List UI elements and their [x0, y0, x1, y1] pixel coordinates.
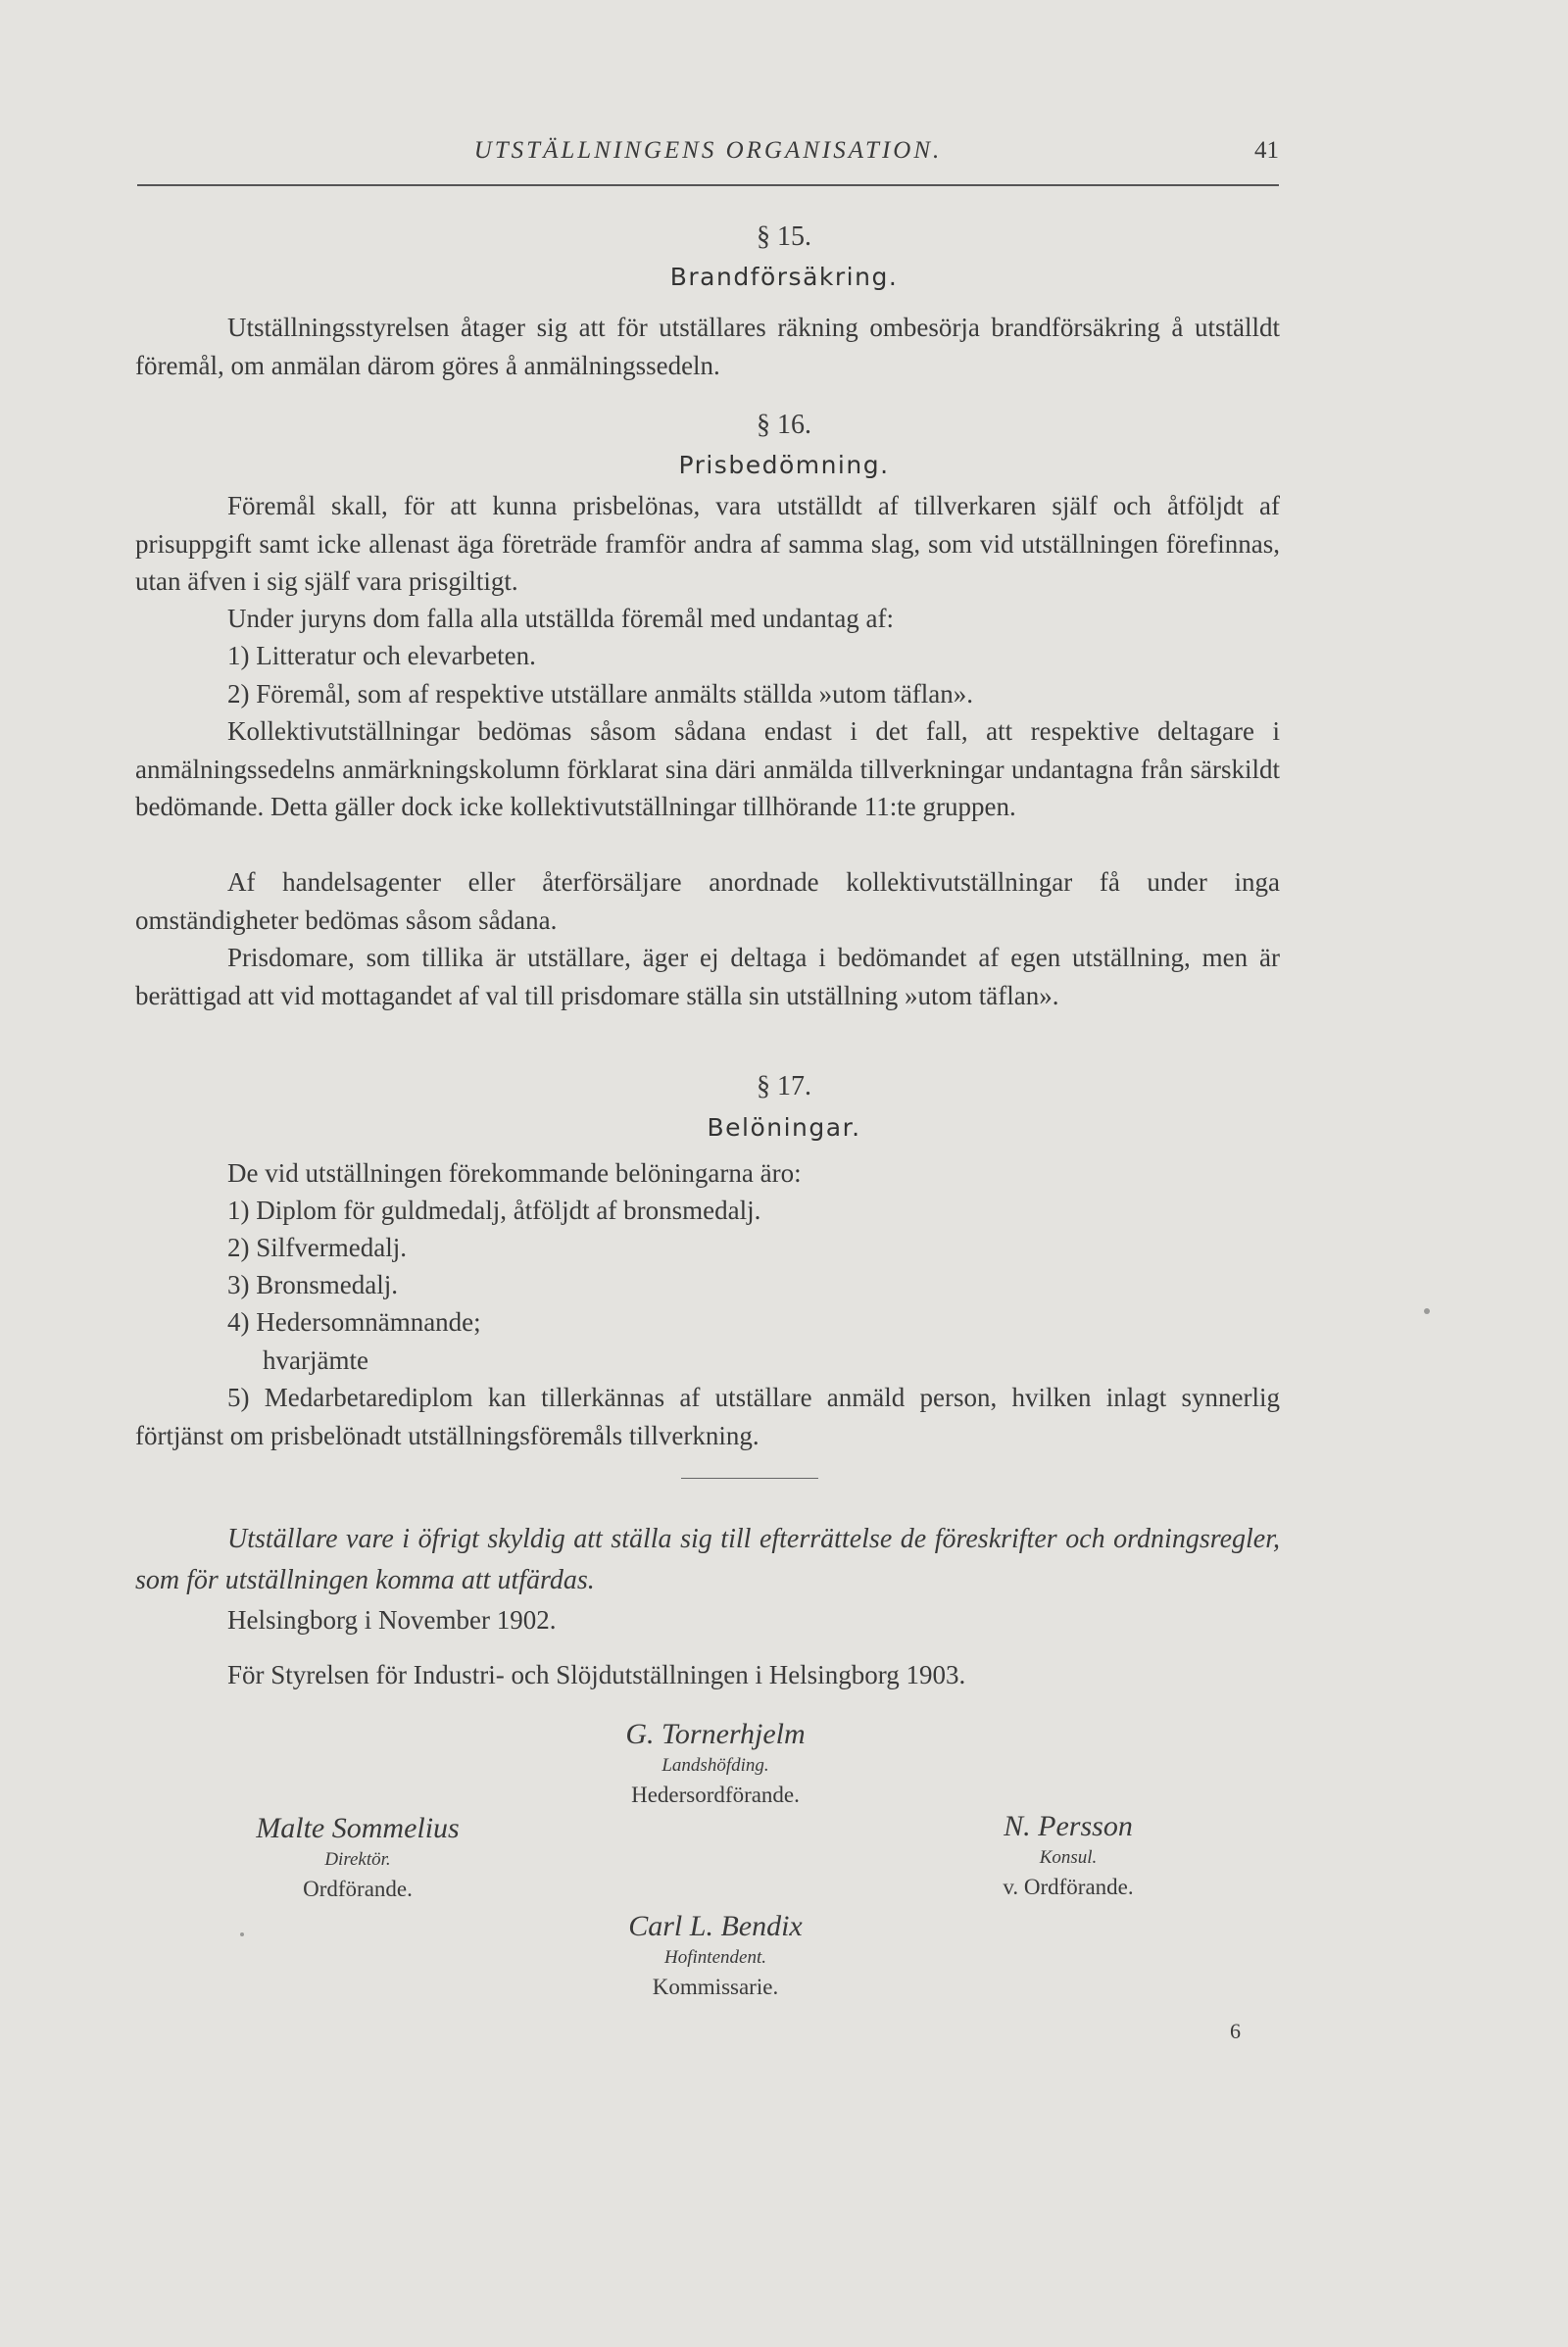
- section-16-paragraph-2: Under juryns dom falla alla utställda föremål med undantag af:: [227, 604, 895, 633]
- section-17-list-item-1: 1) Diplom för guldmedalj, åtföljdt af bronsmedalj.: [227, 1196, 761, 1225]
- section-16-paragraph-5: Prisdomare, som tillika är utställare, äger ej deltaga i bedömandet af egen utställning, men är berättigad att vid mottagandet af val till prisdomare ställa sin utställning »utom täflan».: [135, 943, 1280, 1010]
- signature-name: Malte Sommelius: [256, 1812, 460, 1844]
- section-15-paragraph: Utställningsstyrelsen åtager sig att för utställares räkning ombesörja brandförsäkring å utställdt föremål, om anmälan därom göres å anmälningssedeln.: [135, 313, 1280, 380]
- signature-sommelius: [191, 1811, 524, 1905]
- section-16-list-item-1: 1) Litteratur och elevarbeten.: [227, 641, 536, 670]
- section-17-list-item-3: 3) Bronsmedalj.: [227, 1270, 398, 1299]
- paper-speck: [240, 1932, 244, 1936]
- section-16-heading: Prisbedömning.: [678, 451, 890, 479]
- section-17-final-item: 5) Medarbetarediplom kan tillerkännas af utställare anmäld person, hvilken inlagt synnerlig förtjänst om prisbelönadt utställningsföremåls tillverkning.: [135, 1383, 1280, 1450]
- signature-name: G. Tornerhjelm: [625, 1718, 806, 1750]
- section-17-intro: De vid utställningen förekommande belöningarna äro:: [227, 1158, 802, 1188]
- signature-title: Direktör.: [324, 1849, 391, 1870]
- section-17-list-item-2: 2) Silfvermedalj.: [227, 1233, 407, 1262]
- signature-title: Konsul.: [1039, 1847, 1098, 1868]
- signature-bendix: [549, 1909, 882, 2003]
- sheet-mark: 6: [1230, 2019, 1241, 2043]
- divider-rule: [681, 1478, 818, 1479]
- section-17-list-item-4: 4) Hedersomnämnande;: [227, 1307, 481, 1337]
- page-header: [137, 137, 1279, 180]
- signature-title: Landshöfding.: [662, 1755, 769, 1776]
- section-17-heading: Belöningar.: [707, 1113, 861, 1142]
- signature-role: Kommissarie.: [652, 1975, 779, 1999]
- section-16-mark: § 16.: [757, 410, 811, 440]
- signature-name: N. Persson: [1004, 1810, 1133, 1842]
- paper-speck: [1424, 1308, 1430, 1314]
- section-17-mark: § 17.: [757, 1071, 811, 1101]
- section-16-paragraph-4: Af handelsagenter eller återförsäljare anordnade kollektivutställningar få under inga omständigheter bedömas såsom sådana.: [135, 867, 1280, 935]
- header-rule: [137, 184, 1279, 186]
- section-16-paragraph-1: Föremål skall, för att kunna prisbelönas, vara utställdt af tillverkaren själf och åtföljdt af prisuppgift samt icke allenast äga företräde framför andra af samma slag, som vid utställningen förefinnas, utan äfven i sig själf vara prisgiltigt.: [135, 491, 1280, 596]
- place-date: Helsingborg i November 1902.: [227, 1605, 557, 1635]
- signature-persson: [921, 1809, 1215, 1903]
- section-17-hvarjamte: hvarjämte: [263, 1345, 368, 1375]
- section-16-paragraph-3: Kollektivutställningar bedömas såsom sådana endast i det fall, att respektive deltagare i anmälningssedelns anmärkningskolumn förklarat sina däri anmälda tillverkningar undantagna från särskildt bedömande. Detta gäller dock icke kollektivutställningar tillhörande 11:te gruppen.: [135, 716, 1280, 821]
- signature-role: Hedersordförande.: [631, 1783, 800, 1807]
- signature-role: v. Ordförande.: [1003, 1875, 1134, 1899]
- closing-italic-note: Utställare vare i öfrigt skyldig att ställa sig till efterrättelse de föreskrifter och ordningsregler, som för utställningen komma att utfärdas.: [135, 1524, 1280, 1595]
- signature-name: Carl L. Bendix: [628, 1910, 803, 1942]
- signature-tornerhjelm: [549, 1717, 882, 1811]
- running-title: UTSTÄLLNINGENS ORGANISATION.: [473, 137, 943, 164]
- section-16-list-item-2: 2) Föremål, som af respektive utställare anmälts ställda »utom täflan».: [227, 679, 974, 709]
- signature-role: Ordförande.: [303, 1877, 413, 1901]
- section-15-mark: § 15.: [757, 221, 811, 252]
- signature-title: Hofintendent.: [664, 1947, 766, 1968]
- section-15-heading: Brandförsäkring.: [669, 263, 899, 291]
- board-line: För Styrelsen för Industri- och Slöjdutställningen i Helsingborg 1903.: [227, 1660, 966, 1689]
- page-number: 41: [1254, 137, 1279, 164]
